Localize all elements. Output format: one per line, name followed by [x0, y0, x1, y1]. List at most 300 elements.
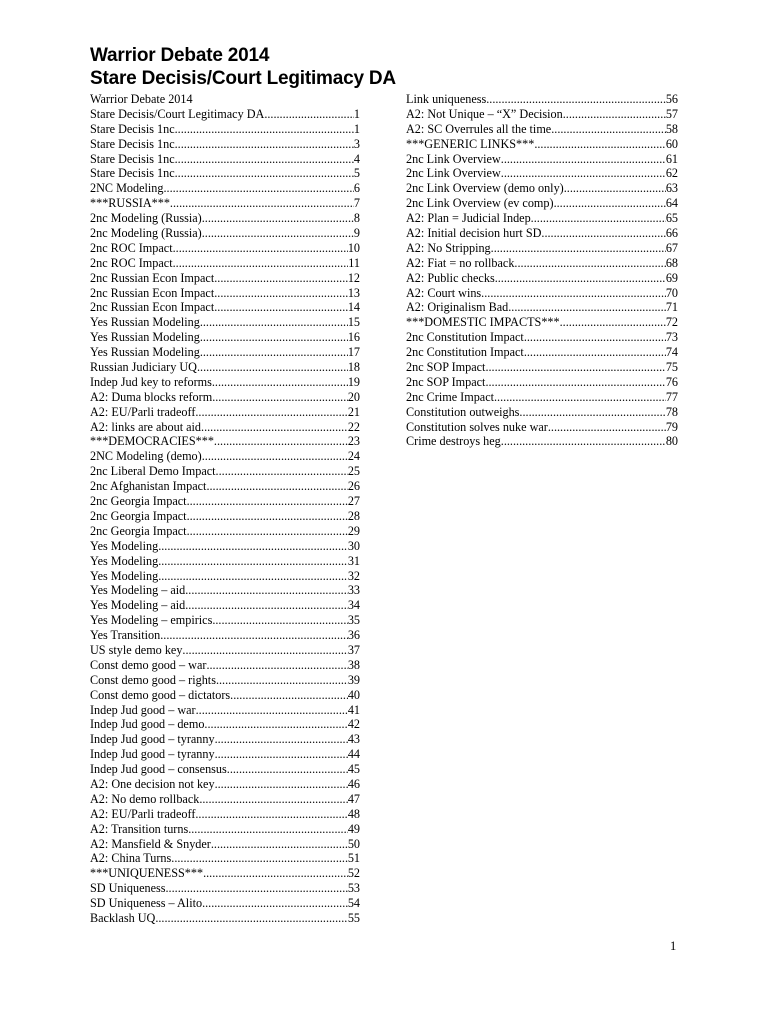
toc-entry[interactable] [90, 152, 360, 167]
toc-dot-leader [215, 747, 348, 762]
toc-entry-page: 54 [347, 896, 360, 911]
toc-dot-leader [185, 598, 348, 613]
toc-entry-page: 14 [347, 300, 360, 315]
toc-entry[interactable] [90, 464, 360, 479]
toc-entry-page: 57 [665, 106, 678, 121]
toc-entry[interactable] [90, 866, 360, 881]
toc-dot-leader [204, 717, 347, 732]
toc-entry-page: 56 [665, 92, 678, 106]
toc-entry-page: 65 [665, 211, 678, 226]
toc-entry-page: 37 [347, 642, 360, 657]
toc-dot-leader [206, 658, 347, 673]
toc-entry[interactable] [406, 405, 678, 420]
toc-entry-page: 49 [347, 821, 360, 836]
toc-entry[interactable] [90, 166, 360, 181]
toc-dot-leader [158, 569, 348, 584]
toc-entry[interactable] [90, 554, 360, 569]
toc-dot-leader [173, 241, 348, 256]
toc-entry[interactable] [90, 405, 360, 420]
toc-dot-leader [215, 777, 348, 792]
toc-entry-label: SD Uniqueness – Alito [90, 896, 203, 911]
toc-dot-leader [158, 539, 348, 554]
toc-entry-label: A2: Public checks [406, 270, 495, 285]
toc-entry[interactable] [90, 300, 360, 315]
toc-dot-leader [182, 643, 347, 658]
toc-dot-leader [197, 360, 348, 375]
toc-dot-leader [227, 762, 348, 777]
toc-dot-leader [175, 137, 354, 152]
toc-dot-leader [214, 271, 348, 286]
toc-entry-label: A2: No Stripping [406, 240, 491, 255]
toc-entry[interactable] [90, 420, 360, 435]
toc-entry-label: ***DEMOCRACIES*** [90, 434, 214, 449]
toc-entry-label: 2NC Modeling [90, 181, 164, 196]
toc-entry-page: 30 [347, 538, 360, 553]
toc-entry-page: 58 [665, 121, 678, 136]
toc-entry[interactable] [406, 166, 678, 181]
toc-dot-leader [531, 211, 666, 226]
toc-entry[interactable] [406, 107, 678, 122]
toc-dot-leader [524, 345, 666, 360]
toc-entry[interactable] [90, 598, 360, 613]
toc-entry[interactable] [90, 673, 360, 688]
toc-dot-leader [485, 375, 665, 390]
toc-entry-label: 2nc Liberal Demo Impact [90, 464, 216, 479]
toc-entry-page: 60 [665, 136, 678, 151]
toc-entry-label: 2nc Russian Econ Impact [90, 270, 215, 285]
toc-entry[interactable] [90, 137, 360, 152]
toc-entry-page: 24 [347, 449, 360, 464]
toc-entry[interactable] [90, 703, 360, 718]
toc-entry-page: 48 [347, 806, 360, 821]
toc-entry-page: 51 [347, 851, 360, 866]
toc-entry-page: 69 [665, 270, 678, 285]
toc-dot-leader [206, 479, 347, 494]
toc-dot-leader [486, 92, 666, 107]
toc-entry-page: 9 [353, 226, 360, 241]
toc-entry[interactable] [90, 732, 360, 747]
toc-dot-leader [202, 896, 348, 911]
toc-dot-leader [200, 315, 348, 330]
toc-entry-label: Indep Jud good – war [90, 702, 196, 717]
toc-entry-page: 68 [665, 255, 678, 270]
toc-entry[interactable] [90, 851, 360, 866]
toc-entry-label: 2nc Link Overview [406, 151, 501, 166]
toc-entry-label: 2nc Crime Impact [406, 389, 494, 404]
toc-entry[interactable] [90, 449, 360, 464]
toc-entry-page: 55 [347, 910, 360, 925]
toc-entry-label: 2nc SOP Impact [406, 374, 486, 389]
toc-entry-page: 34 [347, 598, 360, 613]
toc-entry[interactable] [90, 92, 360, 107]
toc-dot-leader [216, 464, 348, 479]
toc-entry[interactable] [90, 807, 360, 822]
toc-dot-leader [481, 286, 666, 301]
toc-entry-page: 22 [347, 419, 360, 434]
toc-entry-page: 31 [347, 553, 360, 568]
toc-entry[interactable] [90, 256, 360, 271]
toc-dot-leader [495, 271, 666, 286]
toc-entry-label: 2nc Link Overview [406, 166, 501, 181]
toc-entry[interactable] [406, 345, 678, 360]
toc-entry-label: Constitution solves nuke war [406, 419, 548, 434]
toc-entry[interactable] [406, 330, 678, 345]
toc-entry[interactable] [90, 822, 360, 837]
toc-entry-label: Yes Modeling [90, 538, 159, 553]
toc-entry[interactable] [406, 315, 678, 330]
toc-entry[interactable] [406, 181, 678, 196]
toc-dot-leader [166, 881, 348, 896]
toc-entry[interactable] [90, 315, 360, 330]
toc-entry-label: A2: Originalism Bad [406, 300, 509, 315]
toc-entry-label: Const demo good – war [90, 657, 207, 672]
toc-entry-page: 63 [665, 181, 678, 196]
toc-entry-label: Indep Jud key to reforms [90, 374, 212, 389]
toc-entry-page: 76 [665, 374, 678, 389]
toc-entry[interactable] [90, 509, 360, 524]
toc-entry[interactable] [90, 434, 360, 449]
toc-dot-leader [211, 837, 348, 852]
toc-entry-label: Yes Russian Modeling [90, 330, 200, 345]
toc-entry[interactable] [90, 643, 360, 658]
toc-entry[interactable] [90, 479, 360, 494]
toc-dot-leader [171, 851, 348, 866]
toc-entry[interactable] [406, 241, 678, 256]
toc-entry-label: Yes Modeling – aid [90, 598, 186, 613]
toc-dot-leader [155, 911, 347, 926]
toc-dot-leader [188, 822, 348, 837]
toc-entry-page: 75 [665, 360, 678, 375]
toc-entry-page: 39 [347, 672, 360, 687]
toc-dot-leader [175, 122, 354, 137]
toc-dot-leader [548, 420, 666, 435]
toc-entry-label: 2nc Modeling (Russia) [90, 211, 202, 226]
toc-entry-page: 21 [347, 404, 360, 419]
toc-entry[interactable] [90, 762, 360, 777]
toc-entry-label: Indep Jud good – tyranny [90, 732, 215, 747]
toc-entry[interactable] [90, 375, 360, 390]
toc-entry[interactable] [90, 717, 360, 732]
toc-entry-page: 66 [665, 226, 678, 241]
toc-entry-label: A2: China Turns [90, 851, 172, 866]
toc-entry-page: 19 [347, 374, 360, 389]
toc-dot-leader [485, 360, 665, 375]
toc-entry-page: 3 [353, 136, 360, 151]
toc-entry[interactable] [406, 211, 678, 226]
toc-dot-leader [214, 286, 348, 301]
toc-entry-page: 27 [347, 494, 360, 509]
toc-dot-leader [534, 137, 666, 152]
toc-entry-page: 15 [347, 315, 360, 330]
toc-entry-label: Stare Decisis/Court Legitimacy DA [90, 106, 265, 121]
toc-dot-leader [202, 226, 354, 241]
toc-entry-label: A2: Transition turns [90, 821, 189, 836]
toc-dot-leader [524, 330, 666, 345]
toc-entry-label: Yes Modeling – empirics [90, 613, 213, 628]
toc-entry-page: 64 [665, 196, 678, 211]
toc-entry-label: A2: Plan = Judicial Indep [406, 211, 531, 226]
toc-entry[interactable] [406, 256, 678, 271]
toc-dot-leader [200, 345, 348, 360]
toc-entry-page: 33 [347, 583, 360, 598]
toc-entry[interactable] [90, 613, 360, 628]
toc-entry[interactable] [90, 494, 360, 509]
toc-entry-label: A2: Duma blocks reform [90, 389, 213, 404]
toc-entry[interactable] [90, 345, 360, 360]
toc-entry[interactable] [90, 747, 360, 762]
toc-entry-page: 45 [347, 762, 360, 777]
document-title [90, 44, 396, 90]
toc-entry[interactable] [90, 569, 360, 584]
toc-dot-leader [541, 226, 665, 241]
toc-dot-leader [519, 405, 665, 420]
toc-entry[interactable] [90, 583, 360, 598]
toc-entry-page: 1 [353, 106, 360, 121]
toc-dot-leader [196, 703, 348, 718]
toc-entry-page: 77 [665, 389, 678, 404]
toc-entry-label: Crime destroys heg [406, 434, 501, 449]
toc-entry-page: 52 [347, 866, 360, 881]
toc-entry-label: A2: No demo rollback [90, 791, 200, 806]
toc-entry-page: 7 [353, 196, 360, 211]
toc-entry-page: 12 [347, 270, 360, 285]
toc-entry-page: 42 [347, 717, 360, 732]
toc-entry-page: 47 [347, 791, 360, 806]
toc-entry-label: Backlash UQ [90, 910, 156, 925]
toc-entry-label: A2: Initial decision hurt SD [406, 226, 542, 241]
toc-entry-page: 13 [347, 285, 360, 300]
toc-entry-page: 41 [347, 702, 360, 717]
toc-entry-page: 50 [347, 836, 360, 851]
toc-entry-page: 36 [347, 628, 360, 643]
toc-dot-leader [158, 554, 348, 569]
toc-entry[interactable] [406, 375, 678, 390]
toc-dot-leader [202, 449, 348, 464]
toc-entry-label: A2: EU/Parli tradeoff [90, 806, 196, 821]
toc-dot-leader [170, 196, 354, 211]
toc-entry-page: 5 [353, 166, 360, 181]
toc-entry-page: 67 [665, 240, 678, 255]
toc-entry-page: 73 [665, 330, 678, 345]
page-number: 1 [670, 939, 677, 953]
toc-entry[interactable] [90, 330, 360, 345]
toc-entry-label: A2: links are about aid [90, 419, 202, 434]
toc-entry-label: Link uniqueness [406, 92, 487, 106]
toc-entry[interactable] [406, 390, 678, 405]
toc-entry[interactable] [90, 688, 360, 703]
toc-entry-label: 2nc Constitution Impact [406, 345, 524, 360]
toc-dot-leader [494, 390, 666, 405]
toc-entry-page: 8 [353, 211, 360, 226]
toc-entry[interactable] [90, 271, 360, 286]
toc-entry[interactable] [406, 122, 678, 137]
title-line-1: Warrior Debate 2014 [90, 45, 270, 66]
toc-entry-label: 2NC Modeling (demo) [90, 449, 202, 464]
toc-entry-label: ***DOMESTIC IMPACTS*** [406, 315, 560, 330]
toc-entry-page: 80 [665, 434, 678, 449]
toc-dot-leader [212, 613, 347, 628]
toc-entry-label: Indep Jud good – tyranny [90, 747, 215, 762]
toc-dot-leader [215, 732, 348, 747]
toc-entry-page: 28 [347, 508, 360, 523]
toc-entry-page: 6 [353, 181, 360, 196]
toc-entry-label: Stare Decisis 1nc [90, 121, 175, 136]
toc-entry-label: Yes Russian Modeling [90, 345, 200, 360]
toc-entry[interactable] [90, 122, 360, 137]
toc-dot-leader [199, 792, 347, 807]
toc-entry-label: 2nc Afghanistan Impact [90, 479, 207, 494]
toc-entry-label: A2: Mansfield & Snyder [90, 836, 211, 851]
toc-entry-page: 18 [347, 360, 360, 375]
toc-entry-page: 32 [347, 568, 360, 583]
toc-entry-page: 1 [353, 121, 360, 136]
toc-entry-page: 10 [347, 240, 360, 255]
toc-entry-page: 11 [348, 255, 360, 270]
toc-entry-page: 16 [347, 330, 360, 345]
toc-entry[interactable] [406, 286, 678, 301]
toc-entry[interactable] [90, 539, 360, 554]
toc-entry-page: 17 [347, 345, 360, 360]
toc-entry-label: 2nc Constitution Impact [406, 330, 524, 345]
toc-entry-label: Indep Jud good – demo [90, 717, 205, 732]
toc-dot-leader [564, 181, 666, 196]
toc-entry[interactable] [90, 896, 360, 911]
toc-dot-leader [195, 405, 347, 420]
toc-dot-leader [175, 152, 354, 167]
toc-dot-leader [195, 807, 347, 822]
toc-entry[interactable] [406, 420, 678, 435]
toc-entry-label: A2: EU/Parli tradeoff [90, 404, 196, 419]
toc-dot-leader [514, 256, 665, 271]
toc-entry-label: 2nc ROC Impact [90, 240, 173, 255]
toc-entry[interactable] [90, 181, 360, 196]
toc-column-right [406, 92, 678, 449]
toc-entry-page: 70 [665, 285, 678, 300]
toc-entry-label: Const demo good – rights [90, 672, 216, 687]
toc-entry-label: Warrior Debate 2014 [90, 92, 193, 106]
toc-entry-label: 2nc Russian Econ Impact [90, 285, 215, 300]
toc-entry-label: Constitution outweighs [406, 404, 520, 419]
toc-dot-leader [200, 330, 348, 345]
toc-entry-label: 2nc Georgia Impact [90, 508, 187, 523]
toc-entry[interactable] [90, 777, 360, 792]
toc-entry[interactable] [90, 524, 360, 539]
toc-entry-page: 62 [665, 166, 678, 181]
toc-entry[interactable] [90, 107, 360, 122]
toc-entry-label: Indep Jud good – consensus [90, 762, 227, 777]
toc-entry[interactable] [406, 196, 678, 211]
toc-entry-label: Yes Transition [90, 628, 161, 643]
toc-entry[interactable] [406, 226, 678, 241]
toc-dot-leader [163, 181, 353, 196]
toc-entry-page: 38 [347, 657, 360, 672]
toc-entry-label: Stare Decisis 1nc [90, 136, 175, 151]
toc-entry[interactable] [90, 196, 360, 211]
toc-entry[interactable] [406, 360, 678, 375]
toc-entry[interactable] [90, 360, 360, 375]
toc-dot-leader [173, 256, 349, 271]
toc-dot-leader [212, 375, 348, 390]
toc-entry-page: 40 [347, 687, 360, 702]
toc-dot-leader [551, 122, 666, 137]
toc-entry-page: 72 [665, 315, 678, 330]
toc-entry-label: Yes Modeling [90, 568, 159, 583]
toc-entry-label: ***UNIQUENESS*** [90, 866, 204, 881]
toc-column-left [90, 92, 360, 926]
toc-entry-label: 2nc ROC Impact [90, 255, 173, 270]
toc-entry-label: Russian Judiciary UQ [90, 360, 197, 375]
toc-entry-page: 61 [665, 151, 678, 166]
toc-entry[interactable] [406, 137, 678, 152]
toc-entry[interactable] [90, 390, 360, 405]
toc-entry-label: Yes Modeling [90, 553, 159, 568]
toc-entry-label: SD Uniqueness [90, 881, 166, 896]
toc-entry-label: 2nc Russian Econ Impact [90, 300, 215, 315]
toc-dot-leader [508, 300, 666, 315]
toc-entry-label: Yes Modeling – aid [90, 583, 186, 598]
toc-dot-leader [264, 107, 354, 122]
toc-entry-page: 35 [347, 613, 360, 628]
toc-entry[interactable] [406, 271, 678, 286]
toc-entry[interactable] [90, 286, 360, 301]
toc-dot-leader [187, 509, 348, 524]
toc-entry-page: 44 [347, 747, 360, 762]
toc-entry[interactable] [90, 837, 360, 852]
toc-entry[interactable] [90, 241, 360, 256]
toc-entry-page: 4 [353, 151, 360, 166]
toc-dot-leader [185, 583, 348, 598]
toc-entry-page: 29 [347, 523, 360, 538]
toc-entry[interactable] [90, 658, 360, 673]
toc-entry[interactable] [90, 881, 360, 896]
toc-entry-page: 23 [347, 434, 360, 449]
toc-entry[interactable] [406, 300, 678, 315]
toc-entry-label: A2: Court wins [406, 285, 482, 300]
toc-dot-leader [501, 166, 666, 181]
toc-entry-label: 2nc Georgia Impact [90, 494, 187, 509]
toc-entry-label: A2: One decision not key [90, 776, 215, 791]
toc-entry[interactable] [406, 92, 678, 107]
toc-dot-leader [230, 688, 348, 703]
toc-entry[interactable] [90, 211, 360, 226]
toc-entry[interactable] [90, 911, 360, 926]
toc-dot-leader [491, 241, 666, 256]
toc-entry-label: Stare Decisis 1nc [90, 166, 175, 181]
toc-entry[interactable] [90, 792, 360, 807]
toc-entry[interactable] [90, 226, 360, 241]
toc-dot-leader [212, 390, 348, 405]
toc-entry-label: Stare Decisis 1nc [90, 151, 175, 166]
toc-entry-label: ***GENERIC LINKS*** [406, 136, 535, 151]
toc-dot-leader [560, 315, 666, 330]
toc-dot-leader [187, 524, 348, 539]
toc-entry-page: 78 [665, 404, 678, 419]
toc-entry-label: 2nc Modeling (Russia) [90, 226, 202, 241]
toc-dot-leader [203, 866, 348, 881]
toc-dot-leader [563, 107, 666, 122]
toc-entry[interactable] [90, 628, 360, 643]
toc-entry-label: 2nc Georgia Impact [90, 523, 187, 538]
toc-entry[interactable] [406, 434, 678, 449]
toc-entry-label: A2: Fiat = no rollback [406, 255, 515, 270]
toc-entry[interactable] [406, 152, 678, 167]
toc-dot-leader [501, 434, 666, 449]
toc-entry-label: Yes Russian Modeling [90, 315, 200, 330]
toc-entry-label: 2nc Link Overview (demo only) [406, 181, 564, 196]
toc-dot-leader [160, 628, 348, 643]
toc-entry-label: Const demo good – dictators [90, 687, 231, 702]
toc-entry-page: 25 [347, 464, 360, 479]
